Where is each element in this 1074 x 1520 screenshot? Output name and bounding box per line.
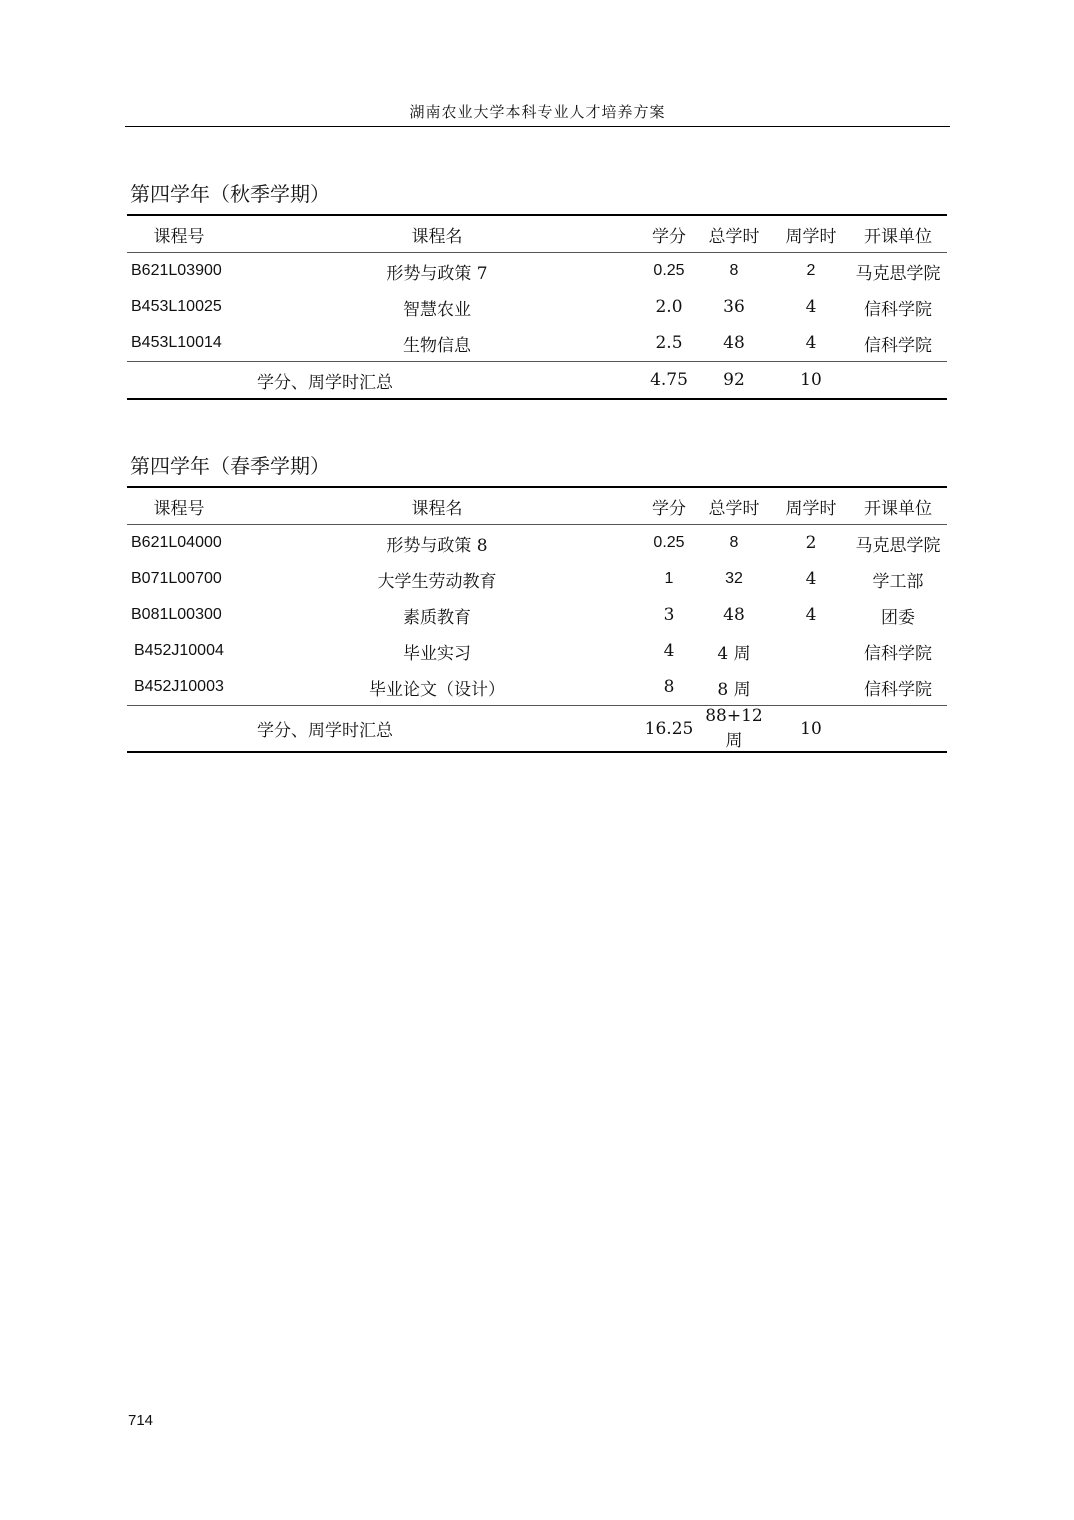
course-weekly-hours: 4 xyxy=(805,333,817,353)
course-credit: 3 xyxy=(663,605,675,625)
column-header-credit: 学分 xyxy=(643,215,695,253)
fall-course-table xyxy=(127,214,947,400)
column-header-weekly-hours: 周学时 xyxy=(773,487,849,525)
course-department: 马克思学院 xyxy=(855,535,941,556)
table-row xyxy=(127,633,947,669)
total-credit: 16.25 xyxy=(643,706,695,753)
course-department: 马克思学院 xyxy=(855,263,941,284)
course-credit: 2.5 xyxy=(655,333,683,353)
column-header-total-hours: 总学时 xyxy=(695,487,773,525)
page-number: 714 xyxy=(128,1412,154,1429)
course-name: 智慧农业 xyxy=(403,299,471,320)
total-hours: 92 xyxy=(695,362,773,400)
table-row xyxy=(127,325,947,362)
total-row xyxy=(127,706,947,753)
column-header-department: 开课单位 xyxy=(849,215,947,253)
total-label: 学分、周学时汇总 xyxy=(127,706,643,753)
course-code: B453L10025 xyxy=(131,298,222,315)
course-name: 大学生劳动教育 xyxy=(377,571,497,592)
column-header-code: 课程号 xyxy=(127,215,231,253)
course-code: B071L00700 xyxy=(131,570,222,587)
table-row xyxy=(127,525,947,562)
column-header-weekly-hours: 周学时 xyxy=(773,215,849,253)
total-hours: 88+12 周 xyxy=(695,706,773,753)
course-code: B621L04000 xyxy=(131,534,222,551)
course-name: 毕业论文（设计） xyxy=(369,679,505,700)
course-name: 生物信息 xyxy=(403,335,471,356)
table-header-row xyxy=(127,215,947,253)
course-name: 形势与政策 7 xyxy=(386,263,488,284)
total-weekly-hours: 10 xyxy=(773,706,849,753)
course-department: 团委 xyxy=(881,607,915,628)
course-department: 信科学院 xyxy=(864,643,932,664)
course-credit: 4 xyxy=(663,641,675,661)
course-credit: 2.0 xyxy=(655,297,683,317)
total-row xyxy=(127,362,947,400)
course-total-hours: 48 xyxy=(723,333,745,353)
course-weekly-hours: 4 xyxy=(805,569,817,589)
table-row xyxy=(127,669,947,706)
fall-section-title: 第四学年（秋季学期） xyxy=(130,182,330,206)
course-code: B081L00300 xyxy=(131,606,222,623)
course-total-hours: 8 xyxy=(729,534,739,551)
total-department xyxy=(849,706,947,753)
course-total-hours: 8 xyxy=(729,262,739,279)
spring-course-table xyxy=(127,486,947,753)
course-department: 学工部 xyxy=(872,571,924,592)
course-name: 毕业实习 xyxy=(403,643,471,664)
spring-section-title: 第四学年（春季学期） xyxy=(130,454,330,478)
column-header-credit: 学分 xyxy=(643,487,695,525)
course-weekly-hours xyxy=(773,633,849,669)
course-credit: 1 xyxy=(664,570,674,587)
table-row xyxy=(127,597,947,633)
course-department: 信科学院 xyxy=(864,679,932,700)
course-weekly-hours: 4 xyxy=(805,605,817,625)
course-weekly-hours xyxy=(773,669,849,706)
course-code: B453L10014 xyxy=(131,334,222,351)
course-total-hours: 32 xyxy=(725,570,743,587)
column-header-code: 课程号 xyxy=(127,487,231,525)
column-header-department: 开课单位 xyxy=(849,487,947,525)
total-label: 学分、周学时汇总 xyxy=(127,362,643,400)
course-total-hours: 36 xyxy=(723,297,745,317)
table-row xyxy=(127,289,947,325)
column-header-name: 课程名 xyxy=(231,487,643,525)
course-department: 信科学院 xyxy=(864,335,932,356)
course-total-hours: 48 xyxy=(723,605,745,625)
course-total-hours: 4 周 xyxy=(717,643,751,664)
column-header-total-hours: 总学时 xyxy=(695,215,773,253)
total-department xyxy=(849,362,947,400)
table-header-row xyxy=(127,487,947,525)
column-header-name: 课程名 xyxy=(231,215,643,253)
course-name: 素质教育 xyxy=(403,607,471,628)
course-code: B452J10004 xyxy=(134,642,224,659)
total-weekly-hours: 10 xyxy=(773,362,849,400)
course-name: 形势与政策 8 xyxy=(386,535,488,556)
course-credit: 0.25 xyxy=(653,262,685,279)
course-code: B621L03900 xyxy=(131,262,222,279)
course-department: 信科学院 xyxy=(864,299,932,320)
course-weekly-hours: 2 xyxy=(806,262,816,279)
course-weekly-hours: 4 xyxy=(805,297,817,317)
table-row xyxy=(127,561,947,597)
course-credit: 8 xyxy=(663,677,675,697)
course-weekly-hours: 2 xyxy=(805,533,817,553)
page-header: 湖南农业大学本科专业人才培养方案 xyxy=(125,100,950,127)
total-credit: 4.75 xyxy=(643,362,695,400)
course-credit: 0.25 xyxy=(653,534,685,551)
course-total-hours: 8 周 xyxy=(717,679,751,700)
table-row xyxy=(127,253,947,290)
course-code: B452J10003 xyxy=(134,678,224,695)
